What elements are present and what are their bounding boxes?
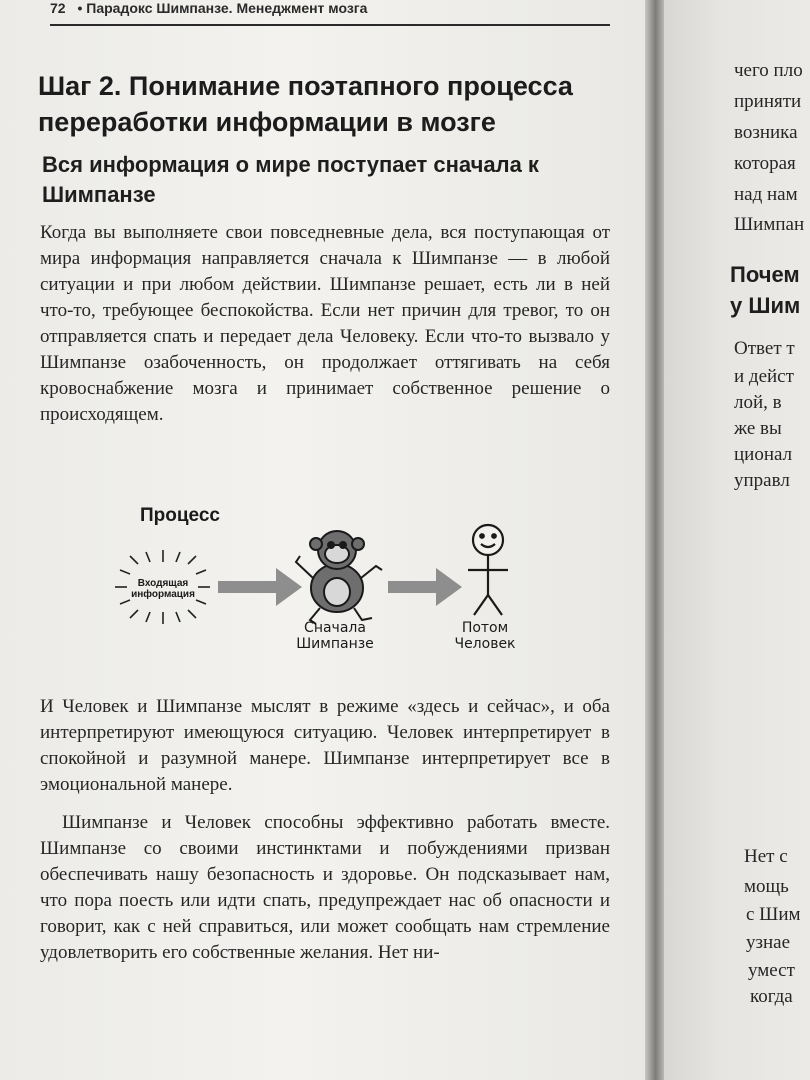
right-line: Нет с	[744, 846, 788, 867]
right-line: управл	[734, 470, 790, 491]
right-line: Ответ т	[734, 338, 795, 359]
right-line: мощь	[744, 876, 789, 897]
right-line: узнае	[746, 932, 791, 953]
right-page	[664, 0, 810, 1080]
then-human-label: Потом Человек	[454, 620, 516, 652]
diagram-title: Процесс	[140, 505, 220, 526]
header-bullet: •	[77, 0, 83, 16]
running-header	[50, 0, 610, 26]
process-diagram	[110, 500, 590, 680]
right-heading-line: Почем	[730, 262, 800, 287]
right-line: Шимпан	[734, 214, 805, 235]
right-line: умест	[748, 960, 795, 981]
right-line: чего пло	[734, 60, 803, 81]
right-line: возника	[734, 122, 798, 143]
arrow-right-icon	[388, 568, 462, 606]
first-chimp-label: Сначала Шимпанзе	[296, 620, 374, 652]
header-title: Парадокс Шимпанзе. Менеджмент мозга	[86, 0, 368, 16]
right-line: ционал	[734, 444, 793, 465]
right-line: которая	[734, 153, 796, 174]
chimp-icon	[296, 531, 382, 624]
arrow-right-icon	[218, 568, 302, 606]
subsection-heading: Вся информация о мире поступает сначала к Шимпанзе	[42, 152, 539, 207]
page-number: 72	[50, 0, 66, 16]
section-heading: Шаг 2. Понимание поэтапного процесса переработки информации в мозге	[38, 71, 573, 137]
right-line: приняти	[734, 91, 802, 112]
right-line: лой, в	[734, 392, 782, 413]
right-line: над нам	[734, 184, 798, 205]
human-icon	[468, 525, 508, 615]
right-heading-line: у Шим	[730, 293, 801, 318]
right-line: и дейст	[734, 366, 794, 387]
paragraph-1: Когда вы выполняете свои повседневные дела, вся поступающая от мира информация направляется сначала к Шимпанзе — в любой ситуации и при любом действии. Шимпанзе решает, есть ли в ней что-то, требующее беспокойства. Если нет причин для тревог, то он отправляется спать и передает дела Человеку. Если что-то вызвало у Шимпанзе озабоченность, он продолжает оттягивать на себя кровоснабжение мозга и принимает собственное решение о происходящем.	[40, 222, 610, 425]
right-line: с Шим	[746, 904, 801, 925]
right-line: когда	[750, 986, 793, 1007]
paragraph-3: Шимпанзе и Человек способны эффективно работать вместе. Шимпанзе со своими инстинктами и побуждениями призван обеспечивать нашу безопасность и здоровье. Он подсказывает нам, что пора поесть или идти спать, предупреждает нас об опасности и говорит, как с ней справиться, или может сообщать нам стремление удовлетворить его собственные желания. Нет ни-	[40, 812, 610, 963]
paragraph-2: И Человек и Шимпанзе мыслят в режиме «здесь и сейчас», и оба интерпретируют имеющуюся ситуацию. Человек интерпретирует в спокойной и разумной манере. Шимпанзе интерпретирует все в эмоциональной манере.	[40, 696, 610, 795]
input-label: Входящая информация	[131, 578, 195, 600]
right-line: же вы	[734, 418, 782, 439]
book-gutter	[645, 0, 664, 1080]
